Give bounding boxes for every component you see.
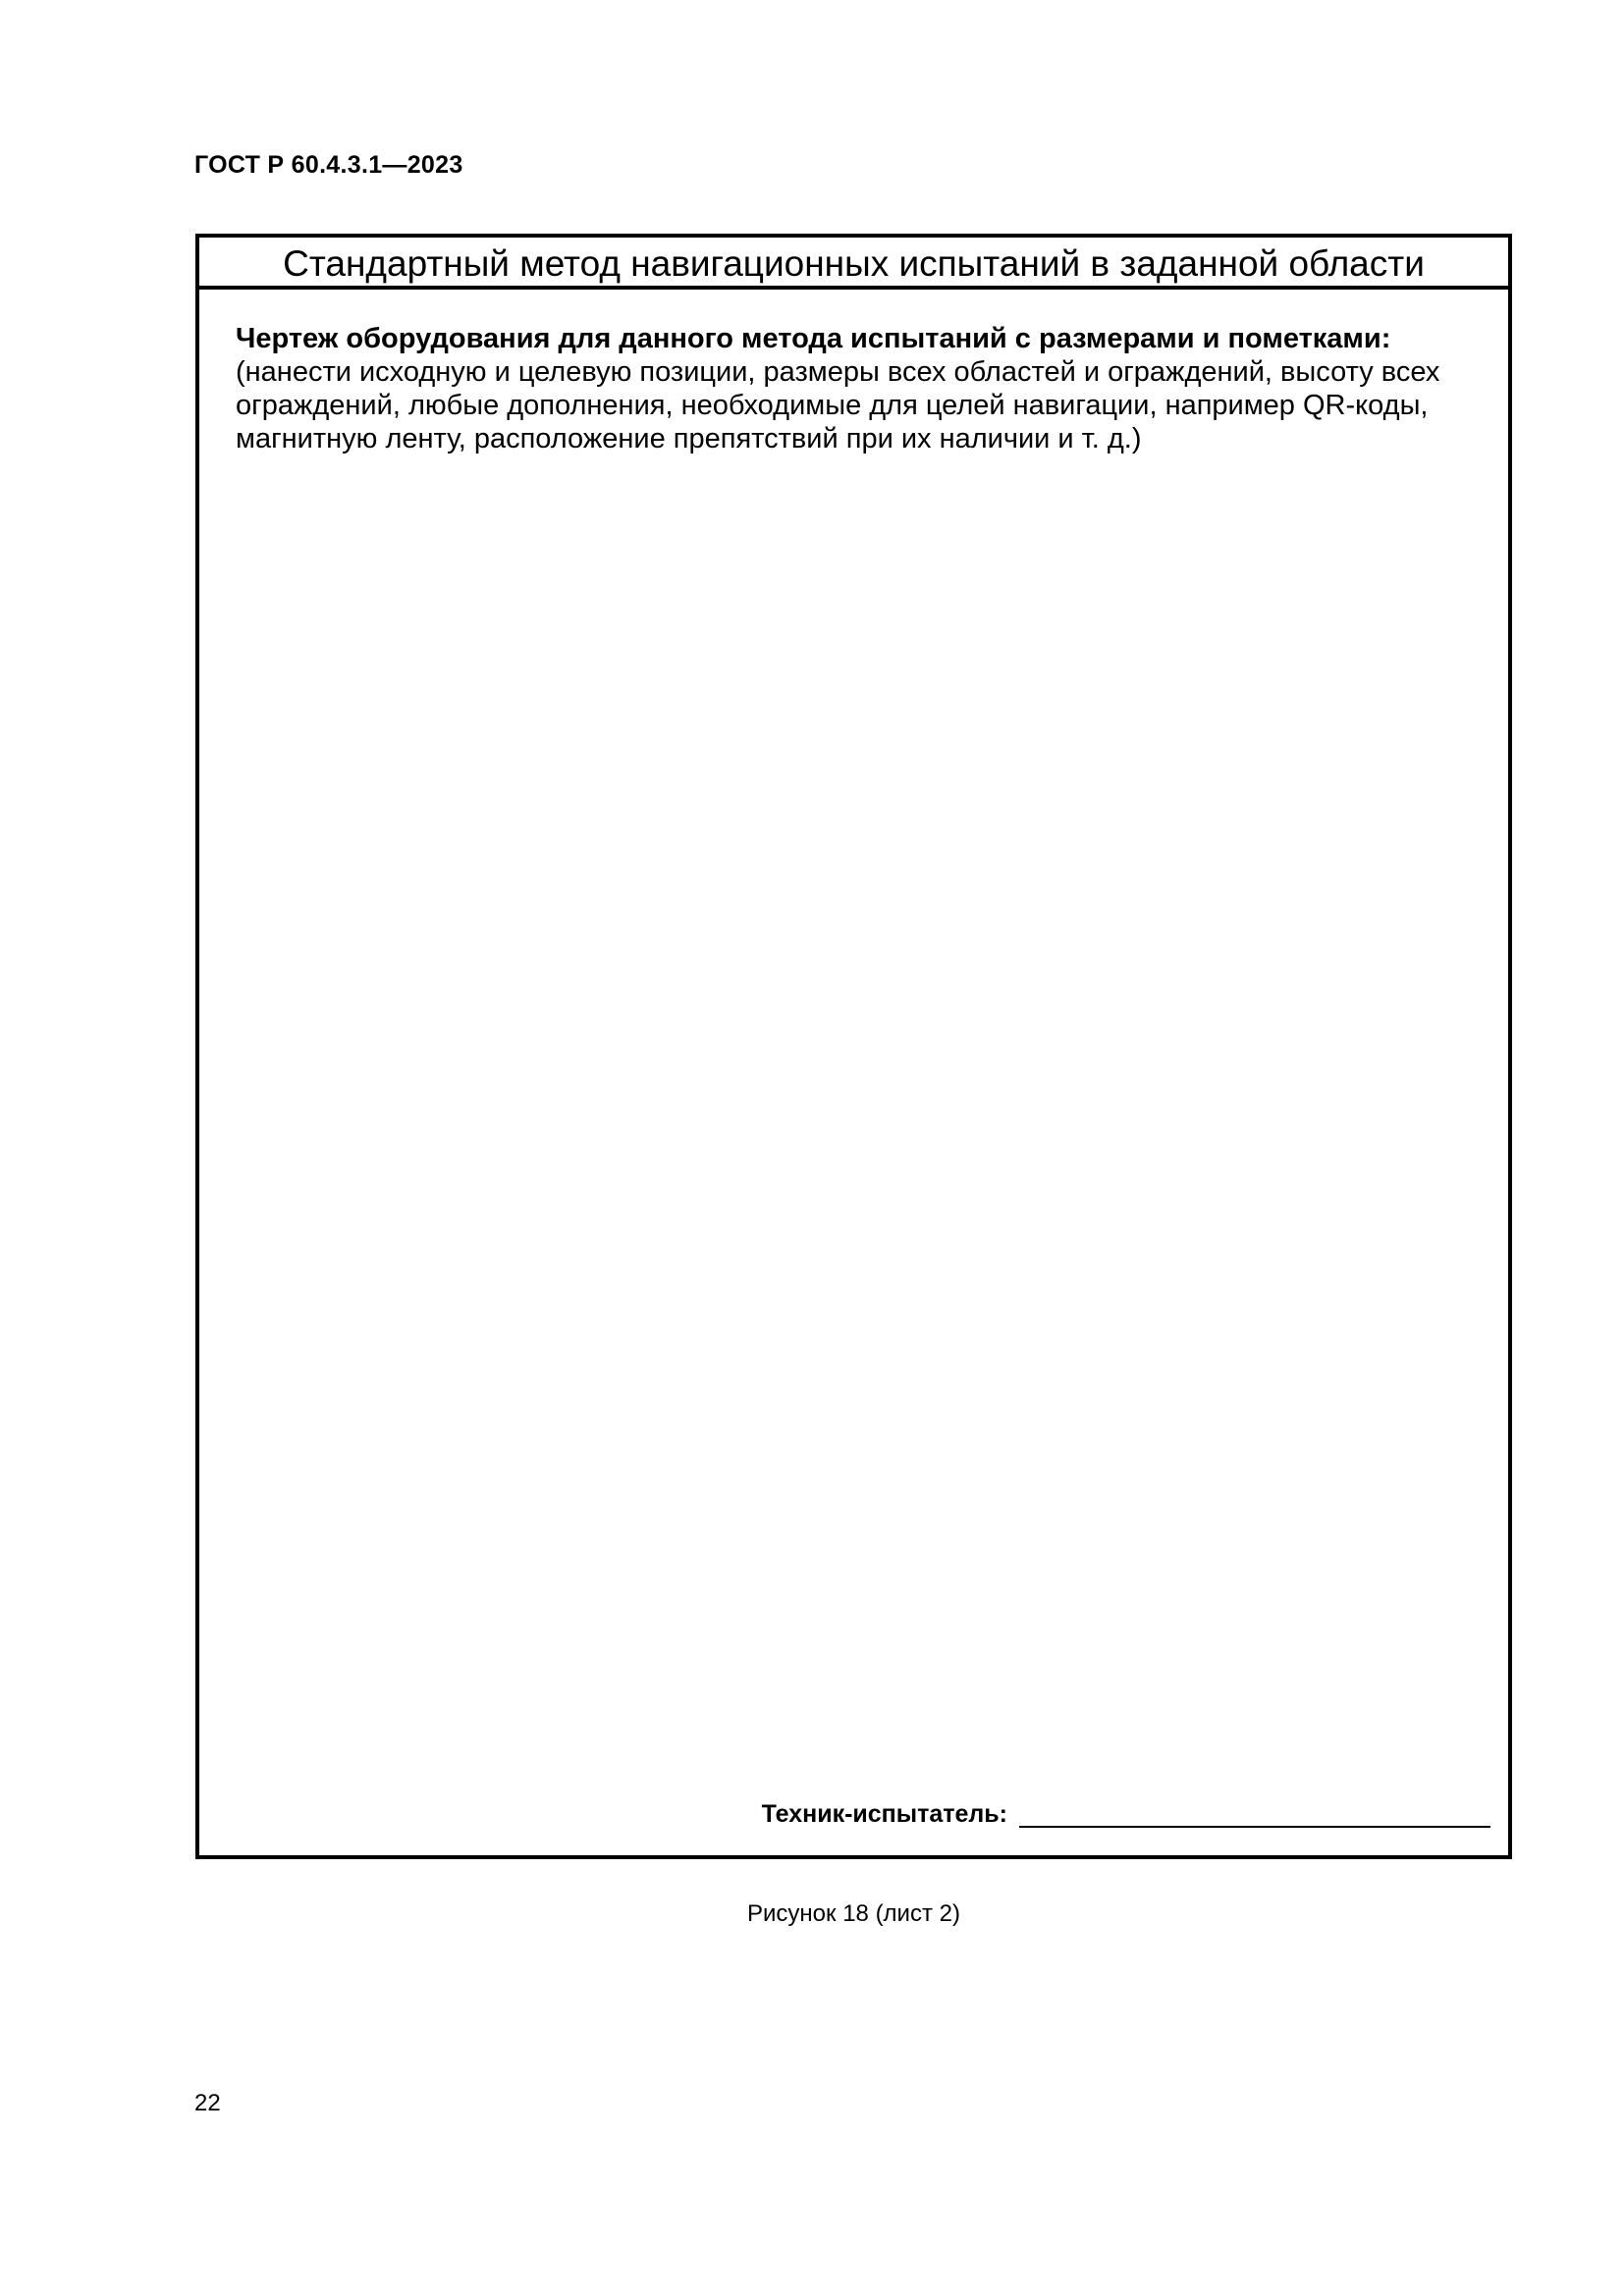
drawing-area[interactable] (199, 473, 1508, 1767)
figure-caption: Рисунок 18 (лист 2) (747, 1900, 960, 1927)
test-form (195, 234, 1512, 1859)
signature-line[interactable] (1019, 1800, 1490, 1828)
signature-block (762, 1800, 1490, 1828)
instructions (236, 322, 1483, 455)
form-title: Стандартный метод навигационных испытаний в заданной области (199, 238, 1508, 290)
document-id: ГОСТ Р 60.4.3.1—2023 (194, 151, 463, 179)
instructions-body: (нанести исходную и целевую позиции, размеры всех областей и ограждений, высоту всех ограждений, любые дополнения, необходимые для целей навигации, например QR-коды, магнитную ленту, расположение препятствий при их наличии и т. д.) (236, 356, 1440, 454)
instructions-heading: Чертеж оборудования для данного метода испытаний с размерами и пометками: (236, 323, 1391, 354)
page-number: 22 (194, 2090, 221, 2116)
signature-label: Техник-испытатель: (761, 1800, 1007, 1828)
